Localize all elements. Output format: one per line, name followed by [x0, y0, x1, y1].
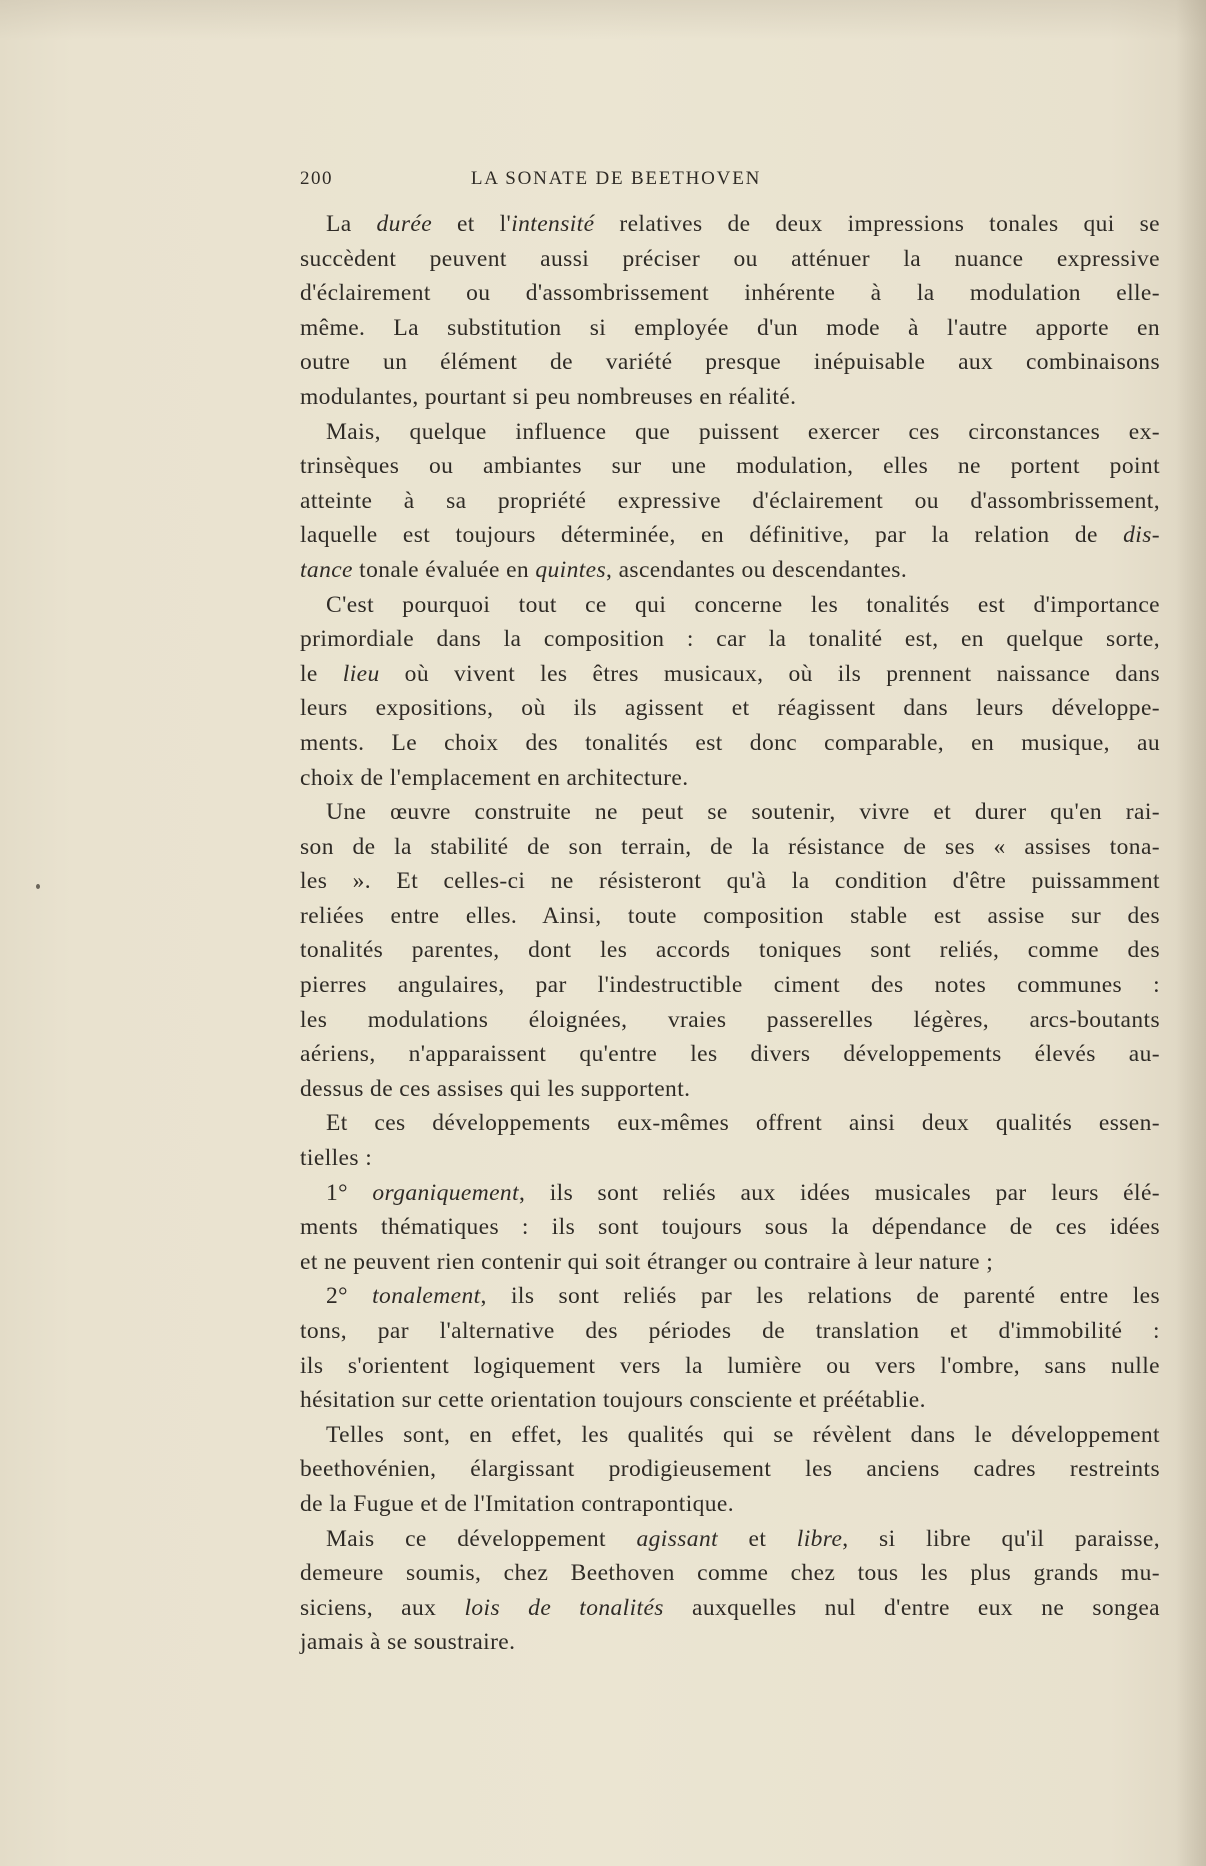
text-line	[300, 415, 1160, 450]
text-line	[300, 518, 1160, 553]
text-segment: et ne peuvent rien contenir qui soit étranger ou contraire à leur nature ;	[300, 1248, 994, 1275]
text-segment: modulantes, pourtant si peu nombreuses en réalité.	[300, 383, 797, 410]
text-segment: tonale évaluée en	[352, 556, 536, 583]
text-segment: Mais ce développement	[326, 1525, 637, 1552]
text-segment: C'est pourquoi tout ce qui concerne les tonalités est d'importance	[326, 591, 1160, 618]
text-line	[300, 1141, 1160, 1176]
text-segment: primordiale dans la composition : car la tonalité est, en quelque sorte,	[300, 626, 1160, 653]
text-segment: demeure soumis, chez Beethoven comme chez tous les plus grands mu-	[300, 1560, 1160, 1587]
body-text	[300, 207, 1160, 1660]
italic-text: lieu	[342, 660, 380, 687]
text-segment: tons, par l'alternative des périodes de translation et d'immobilité :	[300, 1318, 1160, 1344]
text-line	[300, 1003, 1160, 1038]
text-line	[300, 1072, 1160, 1107]
text-line	[300, 968, 1160, 1003]
text-line	[300, 795, 1160, 830]
text-segment: jamais à se soustraire.	[300, 1629, 516, 1656]
text-line	[300, 899, 1160, 934]
text-segment: La	[326, 211, 377, 237]
italic-text: organiquement	[372, 1179, 520, 1206]
text-line	[300, 588, 1160, 623]
text-line	[300, 1625, 1160, 1660]
text-segment: ments thématiques : ils sont toujours sous la dépendance de ces idées	[300, 1214, 1160, 1241]
italic-text: intensité	[511, 211, 595, 237]
text-line	[300, 1556, 1160, 1591]
text-line	[300, 1210, 1160, 1245]
text-segment: , ascendantes ou descendantes.	[606, 556, 908, 583]
text-segment: aériens, n'apparaissent qu'entre les divers développements élevés au-	[300, 1041, 1160, 1068]
text-segment: de la Fugue et de l'Imitation contrapontique.	[300, 1490, 735, 1517]
text-segment: 1°	[326, 1179, 373, 1206]
text-segment: , ils sont reliés aux idées musicales par leurs élé-	[519, 1179, 1160, 1206]
text-segment: Et ces développements eux-mêmes offrent ainsi deux qualités essen-	[326, 1110, 1160, 1137]
text-line	[300, 1314, 1160, 1349]
text-segment: Telles sont, en effet, les qualités qui se révèlent dans le développement	[326, 1421, 1160, 1448]
text-line	[300, 1279, 1160, 1314]
text-segment: tielles :	[300, 1145, 373, 1172]
text-line	[300, 449, 1160, 484]
text-segment: d'éclairement ou d'assombrissement inhérente à la modulation elle-	[300, 280, 1160, 307]
text-line	[300, 1106, 1160, 1141]
text-segment: 2°	[326, 1283, 373, 1310]
text-line	[300, 622, 1160, 657]
text-line	[300, 1591, 1160, 1626]
text-segment: relatives de deux impressions tonales qui se	[594, 211, 1160, 237]
page-gutter-shadow	[1176, 0, 1206, 1866]
text-segment: et l'	[432, 211, 512, 237]
text-line	[300, 657, 1160, 692]
text-line	[300, 864, 1160, 899]
text-segment: outre un élément de variété presque inépuisable aux combinaisons	[300, 349, 1160, 376]
text-line	[300, 276, 1160, 311]
text-segment: atteinte à sa propriété expressive d'éclairement ou d'assombrissement,	[300, 487, 1160, 514]
text-segment: dessus de ces assises qui les supportent.	[300, 1075, 691, 1102]
text-line	[300, 484, 1160, 519]
text-segment: où vivent les êtres musicaux, où ils prennent naissance dans	[379, 660, 1160, 687]
text-segment: auxquelles nul d'entre eux ne songea	[663, 1594, 1160, 1621]
paper-speck	[36, 884, 40, 889]
text-line	[300, 761, 1160, 796]
text-line	[300, 1037, 1160, 1072]
italic-text: lois de tonalités	[464, 1594, 664, 1621]
text-segment: Une œuvre construite ne peut se soutenir, vivre et durer qu'en rai-	[326, 799, 1160, 826]
text-line	[300, 1487, 1160, 1522]
text-segment: son de la stabilité de son terrain, de la résistance de ses « assises tona-	[300, 833, 1160, 860]
text-line	[300, 380, 1160, 415]
page-header	[300, 168, 872, 194]
text-line	[300, 1245, 1160, 1280]
text-segment: pierres angulaires, par l'indestructible ciment des notes communes :	[300, 972, 1160, 999]
text-line	[300, 691, 1160, 726]
italic-text: tonalement	[372, 1283, 481, 1310]
text-segment: hésitation sur cette orientation toujours consciente et préétablie.	[300, 1387, 926, 1414]
text-line	[300, 553, 1160, 588]
italic-text: quintes	[535, 556, 607, 583]
text-segment: trinsèques ou ambiantes sur une modulation, elles ne portent point	[300, 453, 1160, 480]
running-title: LA SONATE DE BEETHOVEN	[470, 168, 762, 189]
text-segment: choix de l'emplacement en architecture.	[300, 764, 689, 791]
text-segment: siciens, aux	[300, 1594, 465, 1621]
text-line	[300, 1452, 1160, 1487]
text-segment: beethovénien, élargissant prodigieusement les anciens cadres restreints	[300, 1456, 1160, 1483]
italic-text: dis-	[1123, 522, 1160, 549]
italic-text: libre	[796, 1525, 843, 1552]
text-line	[300, 830, 1160, 865]
italic-text: tance	[300, 556, 353, 583]
page-number: 200	[300, 168, 333, 189]
text-segment: les ». Et celles-ci ne résisteront qu'à la condition d'être puissamment	[300, 868, 1160, 895]
text-line	[300, 726, 1160, 761]
text-line	[300, 207, 1160, 242]
text-line	[300, 1418, 1160, 1453]
text-line	[300, 933, 1160, 968]
text-segment: ils s'orientent logiquement vers la lumière ou vers l'ombre, sans nulle	[300, 1352, 1160, 1379]
text-segment: tonalités parentes, dont les accords toniques sont reliés, comme des	[300, 937, 1160, 964]
text-segment: , si libre qu'il paraisse,	[842, 1525, 1160, 1552]
text-segment: ments. Le choix des tonalités est donc comparable, en musique, au	[300, 729, 1160, 756]
text-segment: le	[300, 660, 343, 687]
italic-text: agissant	[636, 1525, 719, 1552]
text-line	[300, 242, 1160, 277]
text-segment: leurs expositions, où ils agissent et réagissent dans leurs développe-	[300, 695, 1160, 722]
text-segment: reliées entre elles. Ainsi, toute composition stable est assise sur des	[300, 902, 1160, 929]
text-line	[300, 1522, 1160, 1557]
text-segment: , ils sont reliés par les relations de parenté entre les	[480, 1283, 1160, 1310]
text-segment: laquelle est toujours déterminée, en définitive, par la relation de	[300, 522, 1124, 549]
page-top-shadow	[0, 0, 1206, 40]
text-segment: et	[718, 1525, 797, 1552]
text-segment: les modulations éloignées, vraies passerelles légères, arcs-boutants	[300, 1006, 1160, 1033]
text-segment: Mais, quelque influence que puissent exercer ces circonstances ex-	[326, 418, 1160, 445]
italic-text: durée	[376, 211, 433, 237]
text-line	[300, 1383, 1160, 1418]
text-line	[300, 311, 1160, 346]
text-line	[300, 1176, 1160, 1211]
text-line	[300, 1349, 1160, 1384]
text-segment: même. La substitution si employée d'un mode à l'autre apporte en	[300, 314, 1160, 341]
text-segment: succèdent peuvent aussi préciser ou atténuer la nuance expressive	[300, 245, 1160, 272]
text-line	[300, 345, 1160, 380]
